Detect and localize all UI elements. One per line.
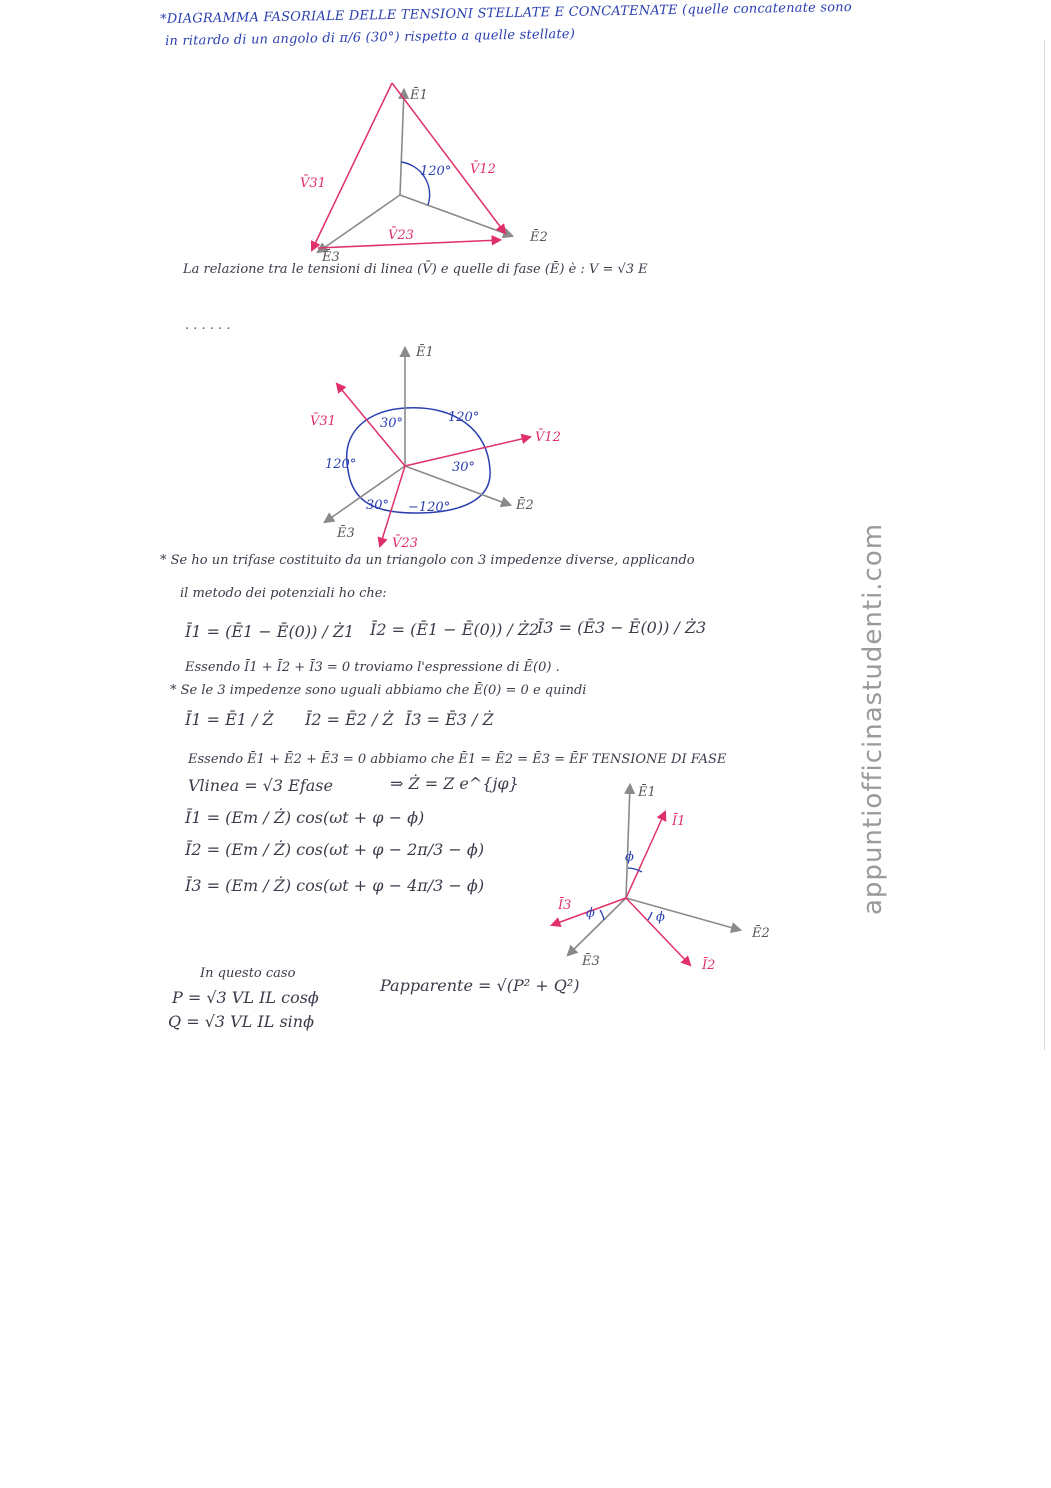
d3-e1-label: Ē1	[638, 785, 656, 800]
d2-e2-label: Ē2	[516, 498, 534, 513]
watermark-text: appuntiofficinastudenti.com	[858, 522, 888, 915]
d3-i3-label: Ī3	[558, 898, 572, 913]
d1-v23-label: V̄23	[388, 228, 414, 243]
equation-i1-equal: Ī1 = Ē1 / Ż	[185, 710, 274, 729]
relation-line: La relazione tra le tensioni di linea (V̄) e quelle di fase (Ē) è : V = √3 E	[183, 262, 648, 277]
equation-i1-general: Ī1 = (Ē1 − Ē(0)) / Ż1	[185, 622, 355, 641]
page-title-line-1: *DIAGRAMMA FASORIALE DELLE TENSIONI STELLATE E CONCATENATE (quelle concatenate sono	[160, 0, 852, 27]
d3-i2-label: Ī2	[702, 958, 716, 973]
d1-e1-label: Ē1	[410, 88, 428, 103]
sum-currents-line: Essendo Ī1 + Ī2 + Ī3 = 0 troviamo l'espressione di Ē(0) .	[185, 660, 560, 675]
d2-v12-label: V̄12	[535, 430, 561, 445]
d3-phi-label-3: ϕ	[586, 906, 595, 921]
i1-time-equation: Ī1 = (Em / Ż) cos(ωt + φ − ϕ)	[185, 808, 425, 827]
d3-phi-label-1: ϕ	[625, 850, 634, 865]
triangle-case-line-1: * Se ho un trifase costituito da un triangolo con 3 impedenze diverse, applicando	[160, 553, 695, 568]
d3-e2-vector	[626, 898, 740, 930]
d3-e2-label: Ē2	[752, 926, 770, 941]
scan-edge-line	[1044, 40, 1045, 1050]
d3-i1-label: Ī1	[672, 814, 686, 829]
d3-i2-vector	[626, 898, 690, 965]
d2-e3-label: Ē3	[337, 526, 355, 541]
d2-angle-120-left: 120°	[325, 457, 357, 472]
page-title-line-2: in ritardo di un angolo di π/6 (30°) rispetto a quelle stellate)	[165, 26, 576, 49]
d1-v12-label: V̄12	[470, 162, 496, 177]
scribble-dots: . . . . . .	[185, 318, 231, 333]
d2-v23-label: V̄23	[392, 536, 418, 551]
in-this-case-label: In questo caso	[200, 966, 296, 981]
sum-voltages-line: Essendo Ē1 + Ē2 + Ē3 = 0 abbiamo che Ē1 = Ē2 = Ē3 = ĒF TENSIONE DI FASE	[188, 752, 727, 767]
impedance-equation: ⇒ Ż = Z e^{jφ}	[390, 774, 519, 793]
equation-i2-equal: Ī2 = Ē2 / Ż	[305, 710, 394, 729]
equation-i2-general: Ī2 = (Ē1 − Ē(0)) / Ż2	[370, 620, 540, 639]
vlinea-equation: Vlinea = √3 Efase	[188, 776, 333, 795]
d1-v31-label: V̄31	[300, 176, 326, 191]
equation-i3-equal: Ī3 = Ē3 / Ż	[405, 710, 494, 729]
equation-i3-general: Ī3 = (Ē3 − Ē(0)) / Ż3	[537, 618, 707, 637]
d3-e1-vector	[626, 785, 630, 898]
d2-angle-30-top: 30°	[380, 416, 404, 431]
d3-phi-arc-3	[600, 910, 604, 920]
reactive-power-equation: Q = √3 VL IL sinϕ	[168, 1012, 314, 1031]
d1-e3-label: Ē3	[322, 250, 340, 265]
d3-phi-arc-2	[648, 912, 652, 920]
equal-impedances-line: * Se le 3 impedenze sono uguali abbiamo che Ē(0) = 0 e quindi	[170, 683, 587, 698]
active-power-equation: P = √3 VL IL cosϕ	[172, 988, 319, 1007]
d3-phi-label-2: ϕ	[656, 910, 665, 925]
d3-e3-label: Ē3	[582, 954, 600, 969]
d3-e3-vector	[568, 898, 626, 955]
d2-v31-label: V̄31	[310, 414, 336, 429]
triangle-case-line-2: il metodo dei potenziali ho che:	[180, 586, 387, 601]
d2-angle-30-bottom: 30°	[366, 498, 390, 513]
d1-angle-label: 120°	[420, 164, 452, 179]
i2-time-equation: Ī2 = (Em / Ż) cos(ωt + φ − 2π/3 − ϕ)	[185, 840, 485, 859]
d2-e1-label: Ē1	[416, 345, 434, 360]
d2-angle-120-bottom: −120°	[408, 500, 451, 515]
i3-time-equation: Ī3 = (Em / Ż) cos(ωt + φ − 4π/3 − ϕ)	[185, 876, 485, 895]
d2-angle-30-right: 30°	[452, 460, 476, 475]
d2-angle-120-top: 120°	[448, 410, 480, 425]
apparent-power-equation: Papparente = √(P² + Q²)	[380, 976, 580, 995]
d1-e2-label: Ē2	[530, 230, 548, 245]
